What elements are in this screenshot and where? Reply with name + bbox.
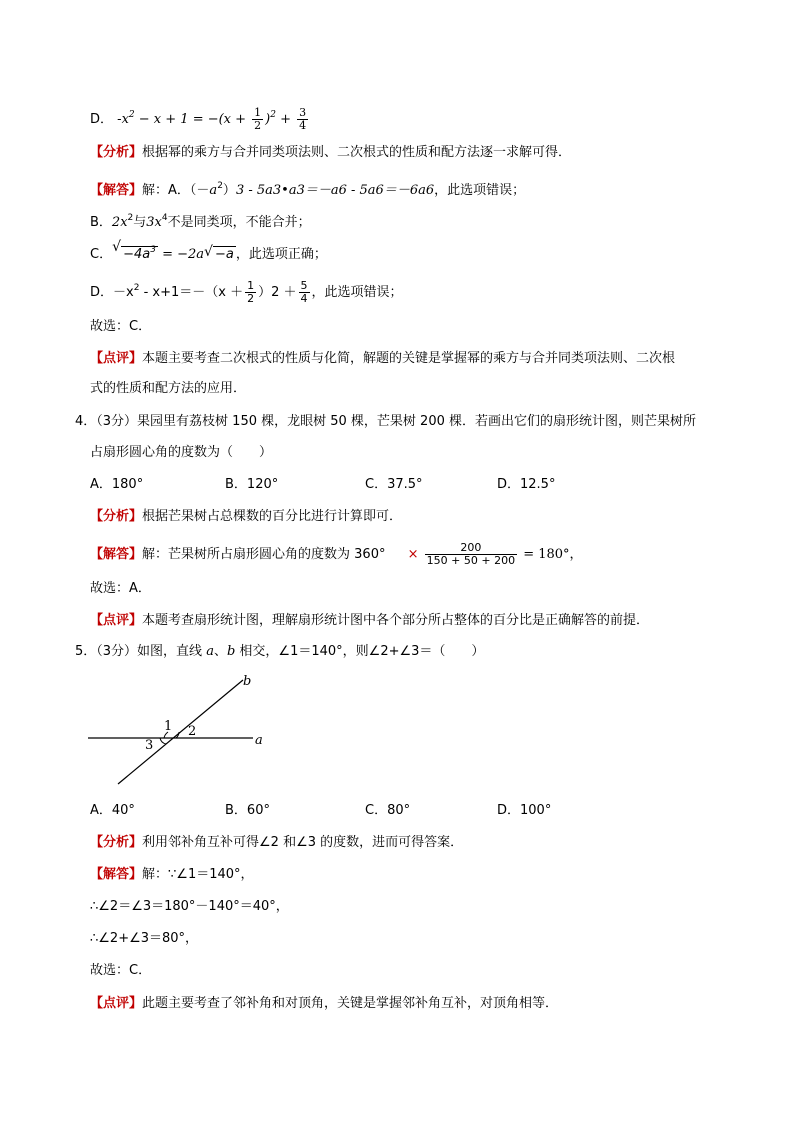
q5-comment: 【点评】此题主要考查了邻补角和对顶角，关键是掌握邻补角互补，对顶角相等． <box>90 996 559 1011</box>
q3-option-d-expr: $-x^2 - x + 1 = -(x$ + $\frac{1}{2}$ )$^2$ + $\frac{3}{4}$ <box>117 106 307 132</box>
label-3: 3 <box>145 738 154 753</box>
label-a: a <box>255 733 263 748</box>
q4-stem-1: 4．（3分）果园里有荔枝树 150 棵，龙眼树 50 棵，芒果树 200 棵．若画出它们的扇形统计图，则芒果树所 <box>75 414 697 429</box>
q5-choose: 故选：C． <box>90 963 152 978</box>
line-b <box>118 680 243 784</box>
q3-comment-2: 式的性质和配方法的应用． <box>90 381 247 396</box>
angle-3-arc <box>160 738 166 744</box>
q3-answer-c: C． √ $-4a^3 = -2a$ √ −a ，此选项正确； <box>90 239 327 262</box>
q3-analysis: 【分析】根据幂的乘方与合并同类项法则、二次根式的性质和配方法逐一求解可得． <box>90 145 572 160</box>
q5-analysis: 【分析】利用邻补角互补可得∠2 和∠3 的度数，进而可得答案． <box>90 835 464 850</box>
q5-answer-1: 【解答】解：∵∠1＝140°， <box>90 867 254 882</box>
q5-stem: 5．（3分）如图，直线 a、b 相交，∠1＝140°，则∠2+∠3＝（ ） <box>75 644 485 659</box>
q3-comment-1: 【点评】本题主要考查二次根式的性质与化简，解题的关键是掌握幂的乘方与合并同类项法则、二次根 <box>90 351 676 366</box>
q4-answer: 【解答】解：芒果树所占扇形圆心角的度数为 360° × $\frac{200}{150 + 50 + 200}$ = 180°， <box>90 541 583 567</box>
label-1: 1 <box>164 719 173 734</box>
q4-stem-2: 占扇形圆心角的度数为（ ） <box>90 445 273 460</box>
q5-option-d: D．100° <box>497 803 552 818</box>
q5-option-b: B．60° <box>225 803 270 818</box>
label-2: 2 <box>188 724 197 739</box>
q5-answer-2: ∴∠2＝∠3＝180°－140°＝40°， <box>90 899 289 914</box>
q3-option-d: D． $-x^2 - x + 1 = -(x$ + $\frac{1}{2}$ )$^2$ + $\frac{3}{4}$ <box>90 106 310 132</box>
q3-answer-d: D．$-x^2 - x+1=-(x$ ＋ $\frac{1}{2}$ ）2 ＋ $\frac{5}{4}$ ，此选项错误； <box>90 279 403 305</box>
q3-choose: 故选：C． <box>90 319 152 334</box>
q3-answer-a: 【解答】解：A．$(-a^2)3$ - 5a3•a3＝－a6 - 5a6＝－6a6，此选项错误； <box>90 181 526 198</box>
q5-option-c: C．80° <box>365 803 411 818</box>
q4-option-d: D．12.5° <box>497 477 556 492</box>
q3-answer-b: B．$2x^2$与$3x^4$不是同类项，不能合并； <box>90 213 311 230</box>
intersecting-lines-figure <box>88 672 278 792</box>
label-b: b <box>243 674 252 689</box>
q4-option-c: C．37.5° <box>365 477 423 492</box>
q5-option-a: A．40° <box>90 803 135 818</box>
q4-comment: 【点评】本题考查扇形统计图，理解扇形统计图中各个部分所占整体的百分比是正确解答的前提． <box>90 613 650 628</box>
q4-choose: 故选：A． <box>90 581 151 596</box>
q4-analysis: 【分析】根据芒果树占总棵数的百分比进行计算即可． <box>90 509 403 524</box>
q4-option-b: B．120° <box>225 477 279 492</box>
q5-answer-3: ∴∠2+∠3＝80°， <box>90 931 199 946</box>
q4-option-a: A．180° <box>90 477 144 492</box>
